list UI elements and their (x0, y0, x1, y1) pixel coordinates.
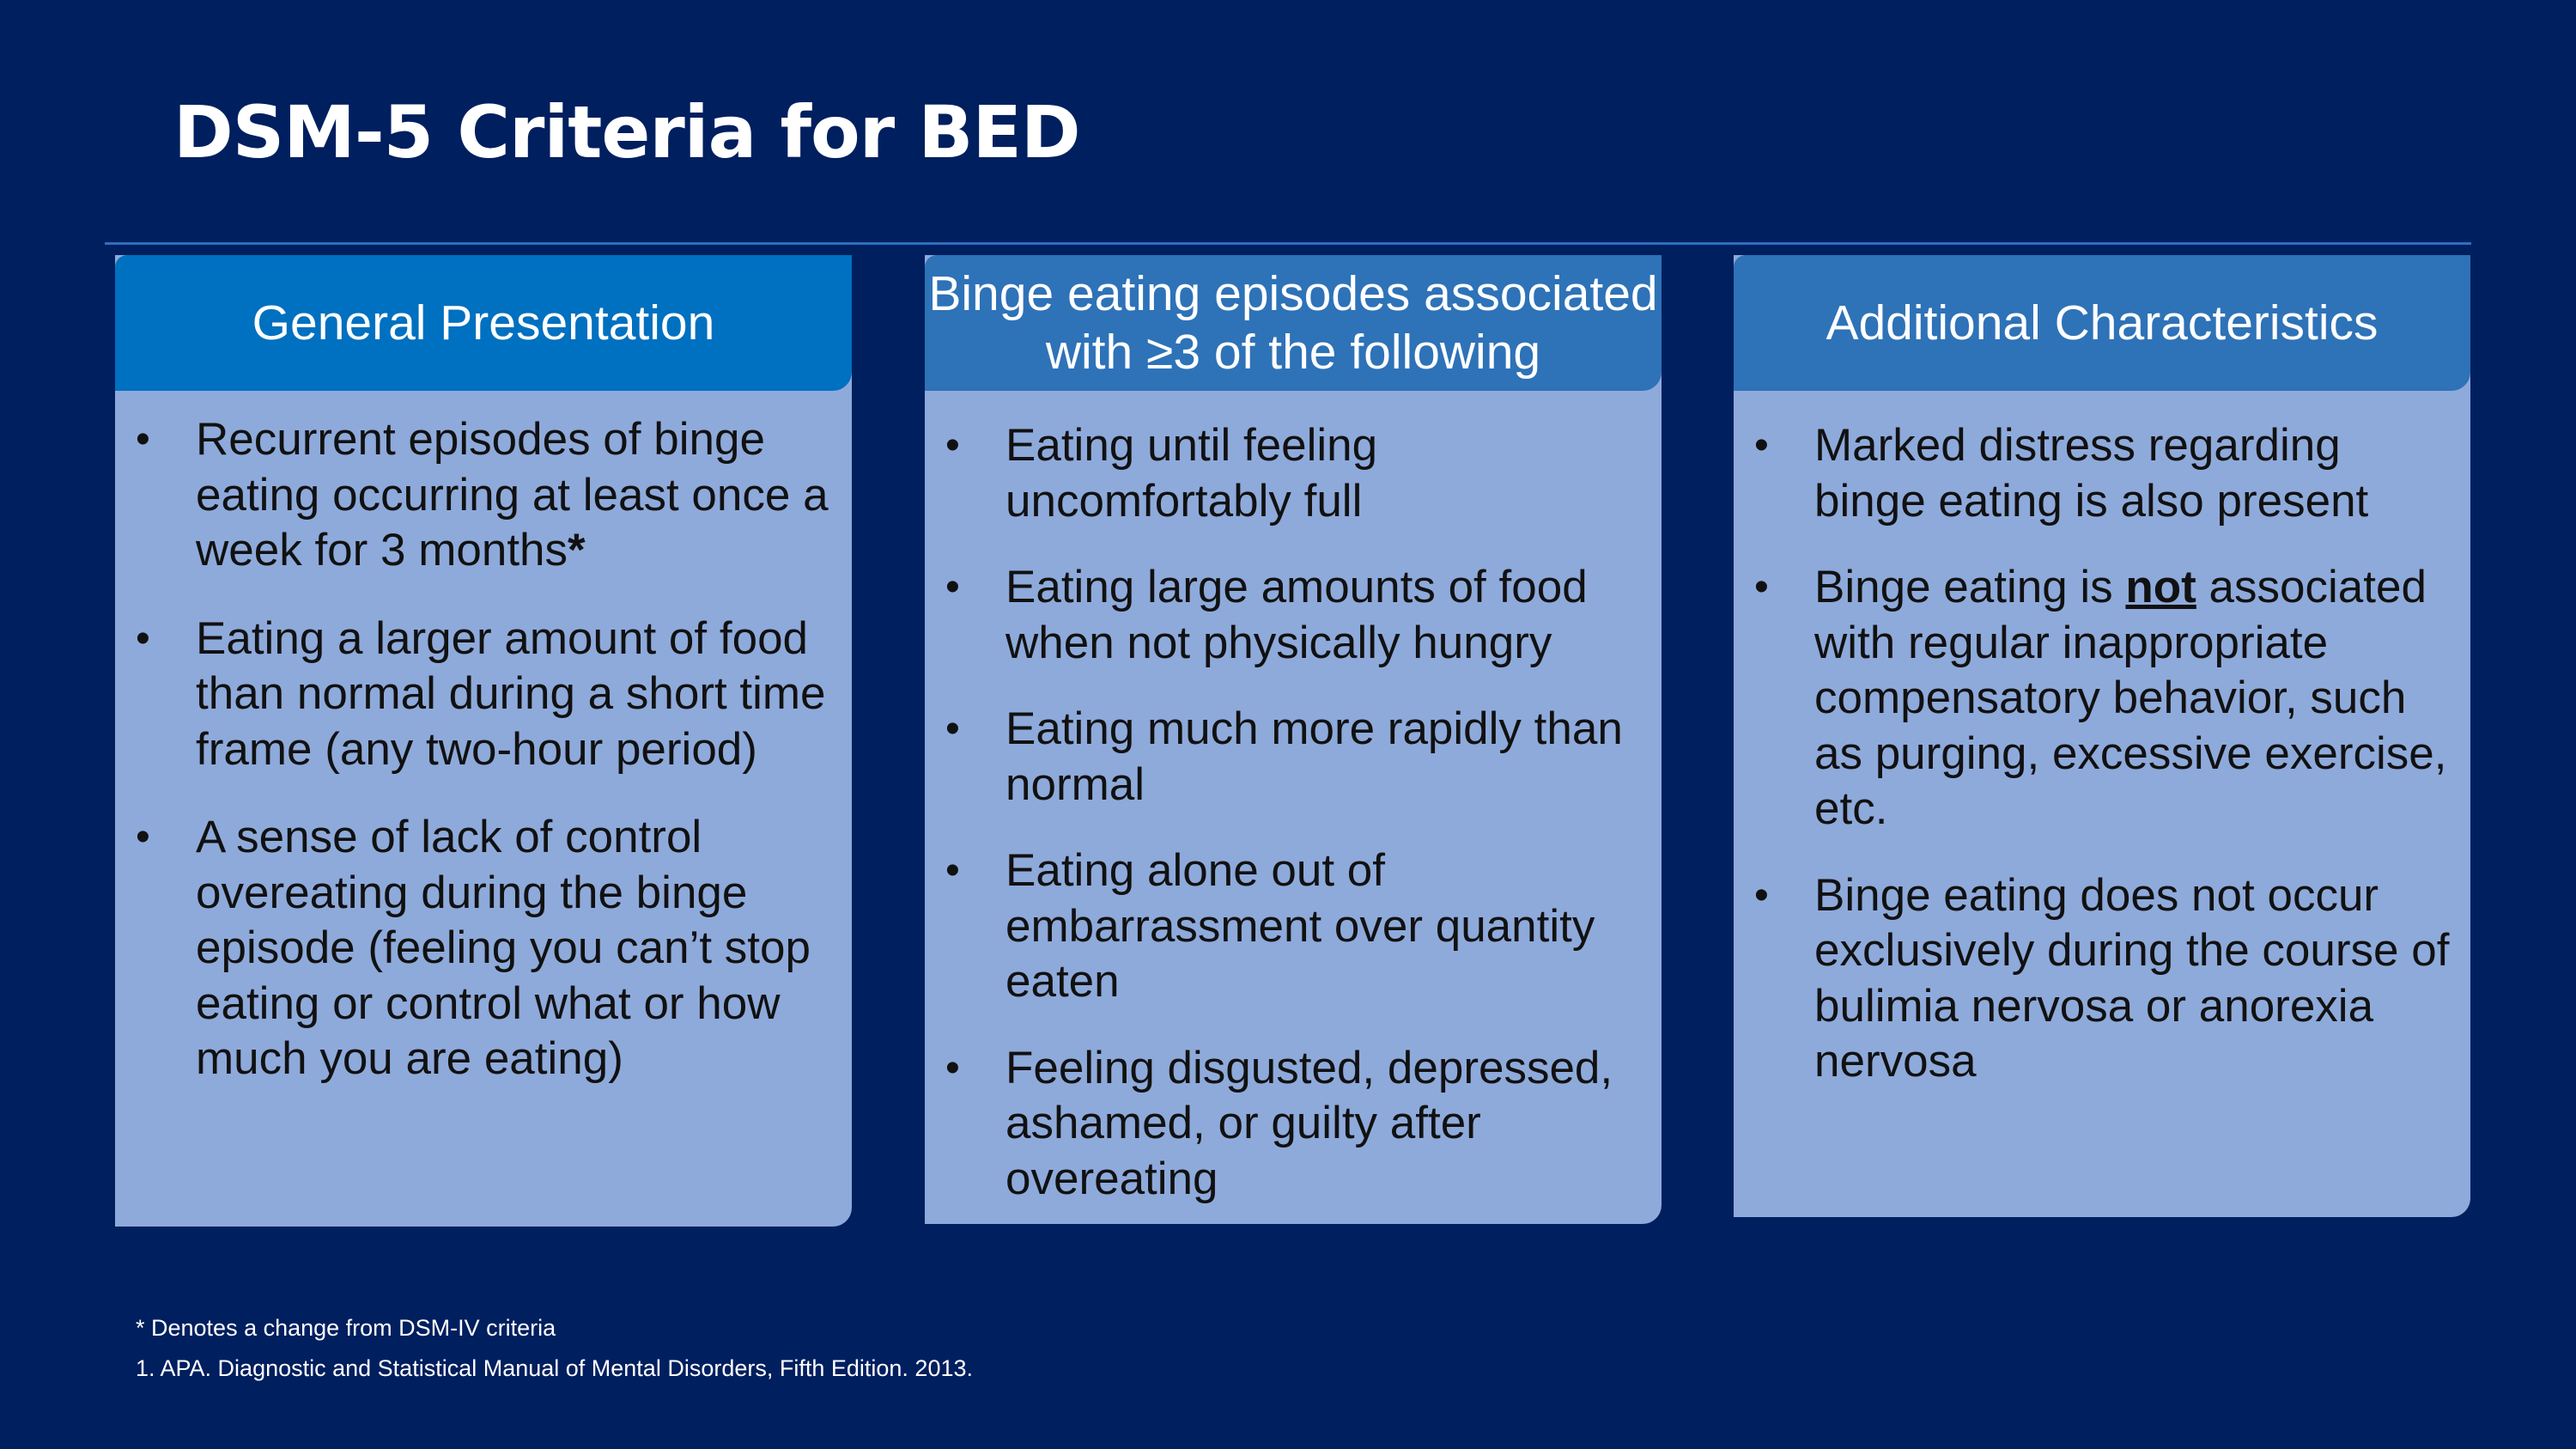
bullet-icon: • (1754, 423, 1769, 468)
list-item: • Recurrent episodes of binge eating occurring at least once a week for 3 months* (136, 414, 829, 575)
slide-title: DSM-5 Criteria for BED (173, 90, 1080, 174)
criteria-list (1734, 418, 2470, 1121)
list-item: • Binge eating is not associated with regular inappropriate compensatory behavior, such as purging, excessive exercise, etc. (1754, 562, 2447, 834)
title-divider (105, 242, 2471, 245)
bullet-icon: • (945, 423, 960, 468)
panel-header (115, 255, 852, 391)
list-item: • Marked distress regarding binge eating is also present (1754, 420, 2369, 527)
footnote-asterisk: * Denotes a change from DSM-IV criteria (136, 1315, 556, 1341)
list-item: • Eating until feeling uncomfortably full (945, 420, 1378, 527)
bullet-icon: • (945, 706, 960, 752)
panel-header-label: General Presentation (252, 295, 715, 350)
bullet-icon: • (1754, 564, 1769, 610)
asterisk-marker: * (568, 525, 586, 575)
bullet-icon: • (945, 564, 960, 610)
list-item: • Eating a larger amount of food than normal during a short time frame (any two-hour period) (136, 612, 826, 775)
panel-binge-episodes (925, 255, 1662, 1224)
list-item: • Eating much more rapidly than normal (945, 703, 1623, 810)
criteria-list (115, 412, 852, 1120)
footnote-reference: 1. APA. Diagnostic and Statistical Manual of Mental Disorders, Fifth Edition. 2013. (136, 1355, 973, 1381)
panel-header (1734, 255, 2470, 391)
bullet-icon: • (945, 848, 960, 893)
bullet-icon: • (136, 615, 150, 661)
emphasis-not: not (2125, 562, 2196, 612)
bullet-icon: • (1754, 872, 1769, 918)
panel-header-label: Additional Characteristics (1826, 295, 2379, 350)
panel-header (925, 255, 1662, 391)
list-item: • Eating alone out of embarrassment over quantity eaten (945, 845, 1595, 1007)
bullet-icon: • (136, 814, 150, 860)
list-item: • Eating large amounts of food when not physically hungry (945, 562, 1588, 668)
panel-general-presentation (115, 255, 852, 1227)
panel-header-line-1: Binge eating episodes associated (928, 266, 1658, 321)
list-item: • A sense of lack of control overeating during the binge episode (feeling you can’t stop eating or control what or how much you are eating) (136, 812, 811, 1084)
panel-header-line-2: with ≥3 of the following (1045, 325, 1541, 380)
bullet-icon: • (136, 417, 150, 462)
panel-additional-characteristics (1734, 255, 2470, 1217)
criteria-list (925, 418, 1662, 1238)
bullet-icon: • (945, 1044, 960, 1091)
list-item: • Binge eating does not occur exclusively during the course of bulimia nervosa or anorexia nervosa (1754, 869, 2450, 1087)
list-item: • Feeling disgusted, depressed, ashamed, or guilty after overeating (945, 1042, 1613, 1204)
